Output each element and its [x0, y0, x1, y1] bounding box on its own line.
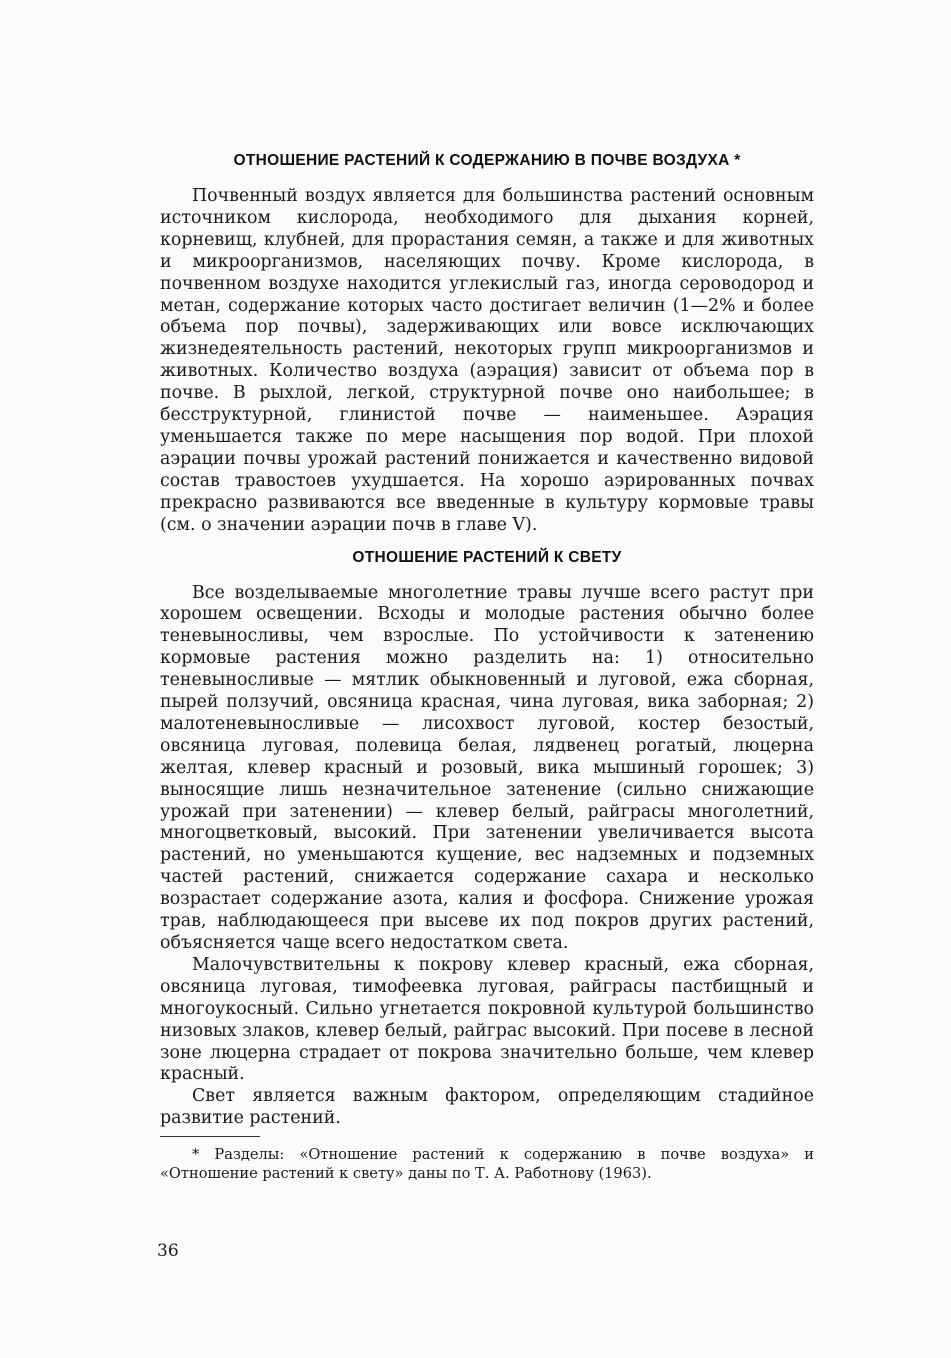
section-heading-light: ОТНОШЕНИЕ РАСТЕНИЙ К СВЕТУ	[352, 548, 622, 566]
text-column	[160, 150, 814, 1183]
paragraph-light-3: Свет является важным фактором, определяющим стадийное развитие растений.	[160, 1086, 814, 1129]
paragraph-light-1: Все возделываемые многолетние травы лучше всего растут при хорошем освещении. Всходы и молодые растения обычно более теневыносливы, чем взрослые. По устойчивости к затенению кормовые растения можно разделить на: 1) относительно теневыносливые — мятлик обыкновенный и луговой, ежа сборная, пырей ползучий, овсяница красная, чина луговая, вика заборная; 2) малотеневыносливые — лисохвост луговой, костер безостый, овсяница луговая, полевица белая, лядвенец рогатый, люцерна желтая, клевер красный и розовый, вика мышиный горошек; 3) выносящие лишь незначительное затенение (сильно снижающие урожай при затенении) — клевер белый, райграсы многолетний, многоцветковый, высокий. При затенении увеличивается высота растений, но уменьшаются кущение, вес надземных и подземных частей растений, снижается содержание сахара и несколько возрастает содержание азота, калия и фосфора. Снижение урожая трав, наблюдающееся при высеве их под покров других растений, объясняется чаще всего недостатком света.	[160, 582, 814, 953]
section-heading-air: ОТНОШЕНИЕ РАСТЕНИЙ К СОДЕРЖАНИЮ В ПОЧВЕ ВОЗДУХА *	[233, 152, 741, 169]
footnote: * Разделы: «Отношение растений к содержанию в почве воздуха» и «Отношение растений к свету» даны по Т. А. Работнову (1963).	[160, 1146, 814, 1183]
paragraph-light-2: Малочувствительны к покрову клевер красный, ежа сборная, овсяница луговая, тимофеевка луговая, райграсы пастбищный и многоукосный. Сильно угнетается покровной культурой большинство низовых злаков, клевер белый, райграс высокий. При посеве в лесной зоне люцерна страдает от покрова значительно больше, чем клевер красный.	[160, 954, 814, 1085]
page-number: 36	[157, 1241, 179, 1261]
paragraph-air-1: Почвенный воздух является для большинства растений основным источником кислорода, необходимого для дыхания корней, корневищ, клубней, для прорастания семян, а также и для животных и микроорганизмов, населяющих почву. Кроме кислорода, в почвенном воздухе находится углекислый газ, иногда сероводород и метан, содержание которых часто достигает величин (1—2% и более объема пор почвы), задерживающих или вовсе исключающих жизнедеятельность растений, некоторых групп микроорганизмов и животных. Количество воздуха (аэрация) зависит от объема пор в почве. В рыхлой, легкой, структурной почве оно наибольшее; в бесструктурной, глинистой почве — наименьшее. Аэрация уменьшается также по мере насыщения пор водой. При плохой аэрации почвы урожай растений понижается и качественно видовой состав травостоев ухудшается. На хорошо аэрированных почвах прекрасно развиваются все введенные в культуру кормовые травы (см. о значении аэрации почв в главе V).	[160, 186, 814, 535]
footnote-divider	[160, 1136, 260, 1137]
